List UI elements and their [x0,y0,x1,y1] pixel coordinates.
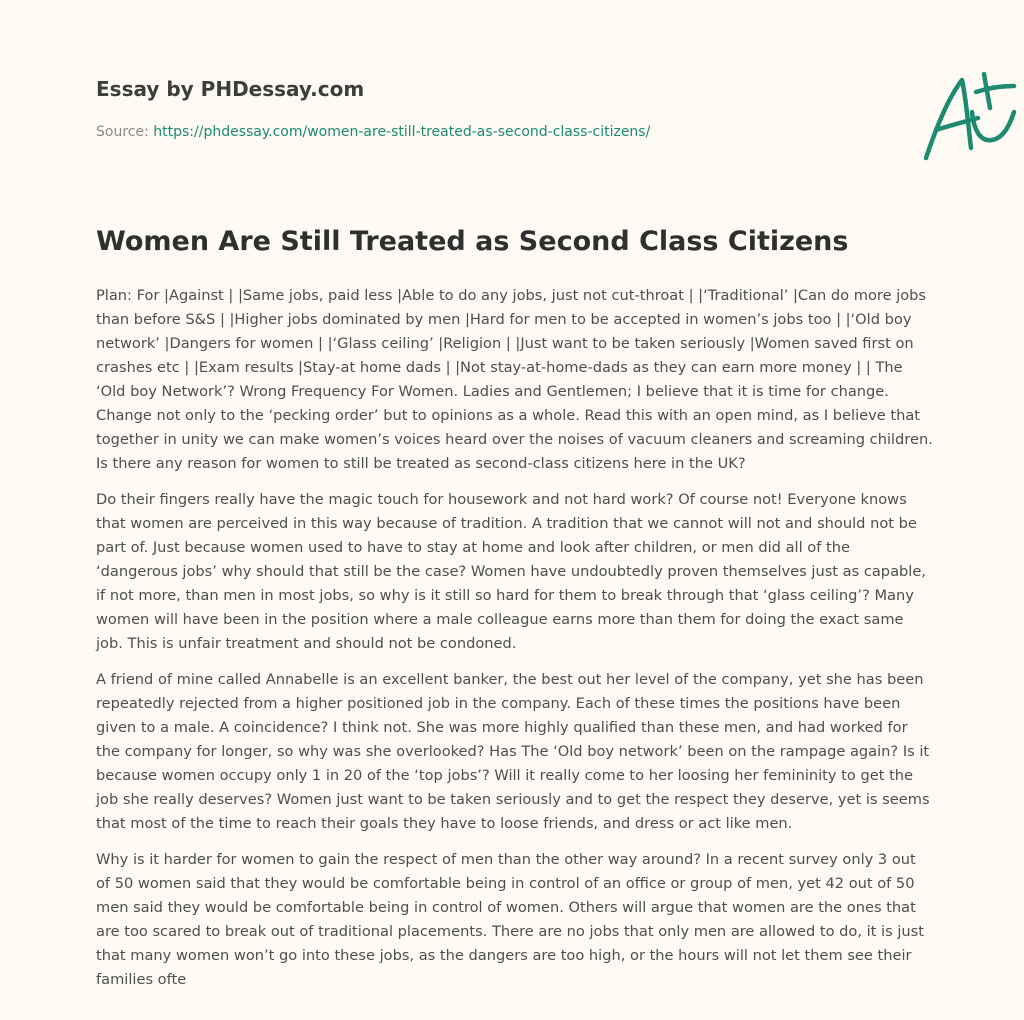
essay-paragraph: Do their fingers really have the magic touch for housework and not hard work? Of course not! Everyone knows that women are perceived in this way because of tradition. A tradition that we cannot will not and should not be part of. Just because women used to have to stay at home and look after children, or men did all of the ‘dangerous jobs’ why should that still be the case? Women have undoubtedly proven themselves just as capable, if not more, than men in most jobs, so why is it still so hard for them to break through that ‘glass ceiling’? Many women will have been in the position where a male colleague earns more than them for doing the exact same job. This is unfair treatment and should not be condoned. [96,491,926,652]
essay-title: Women Are Still Treated as Second Class Citizens [96,226,849,257]
essay-paragraph: Why is it harder for women to gain the respect of men than the other way around? In a recent survey only 3 out of 50 women said that they would be comfortable being in control of an office or group of men, yet 42 out of 50 men said they would be comfortable being in control of women. Others will argue that women are the ones that are too scared to break out of traditional placements. There are no jobs that only men are allowed to do, it is just that many women won’t go into these jobs, as the dangers are too high, or the hours will not let them see their families ofte [96,851,924,988]
page-header [96,0,936,170]
brand-title: Essay by PHDessay.com [96,77,365,101]
a-plus-grade-icon [922,68,1022,163]
source-line [96,124,650,140]
essay-paragraph: Plan: For |Against | |Same jobs, paid less |Able to do any jobs, just not cut-throat | |‘Traditional’ |Can do more jobs than before S&S | |Higher jobs dominated by men |Hard for men to be accepted in women’s jobs too | |‘Old boy network’ |Dangers for women | |‘Glass ceiling’ |Religion | |Just want to be taken seriously |Women saved first on crashes etc | |Exam results |Stay-at home dads | |Not stay-at-home-dads as they can earn more money | | The ‘Old boy Network’? Wrong Frequency For Women. Ladies and Gentlemen; I believe that it is time for change. Change not only to the ‘pecking order’ but to opinions as a whole. Read this with an open mind, as I believe that together in unity we can make women’s voices heard over the noises of vacuum cleaners and screaming children. Is there any reason for women to still be treated as second-class citizens here in the UK? [96,287,933,472]
essay-paragraph: A friend of mine called Annabelle is an excellent banker, the best out her level of the company, yet she has been repeatedly rejected from a higher positioned job in the company. Each of these times the positions have been given to a male. A coincidence? I think not. She was more highly qualified than these men, and had worked for the company for longer, so why was she overlooked? Has The ‘Old boy network’ been on the rampage again? Is it because women occupy only 1 in 20 of the ‘top jobs’? Will it really come to her loosing her femininity to get the job she really deserves? Women just want to be taken seriously and to get the respect they deserve, yet is seems that most of the time to reach their goals they have to loose friends, and dress or act like men. [96,671,930,832]
source-link[interactable]: https://phdessay.com/women-are-still-treated-as-second-class-citizens/ [153,124,651,140]
essay-body [96,284,934,1004]
source-label: Source: [96,124,149,140]
